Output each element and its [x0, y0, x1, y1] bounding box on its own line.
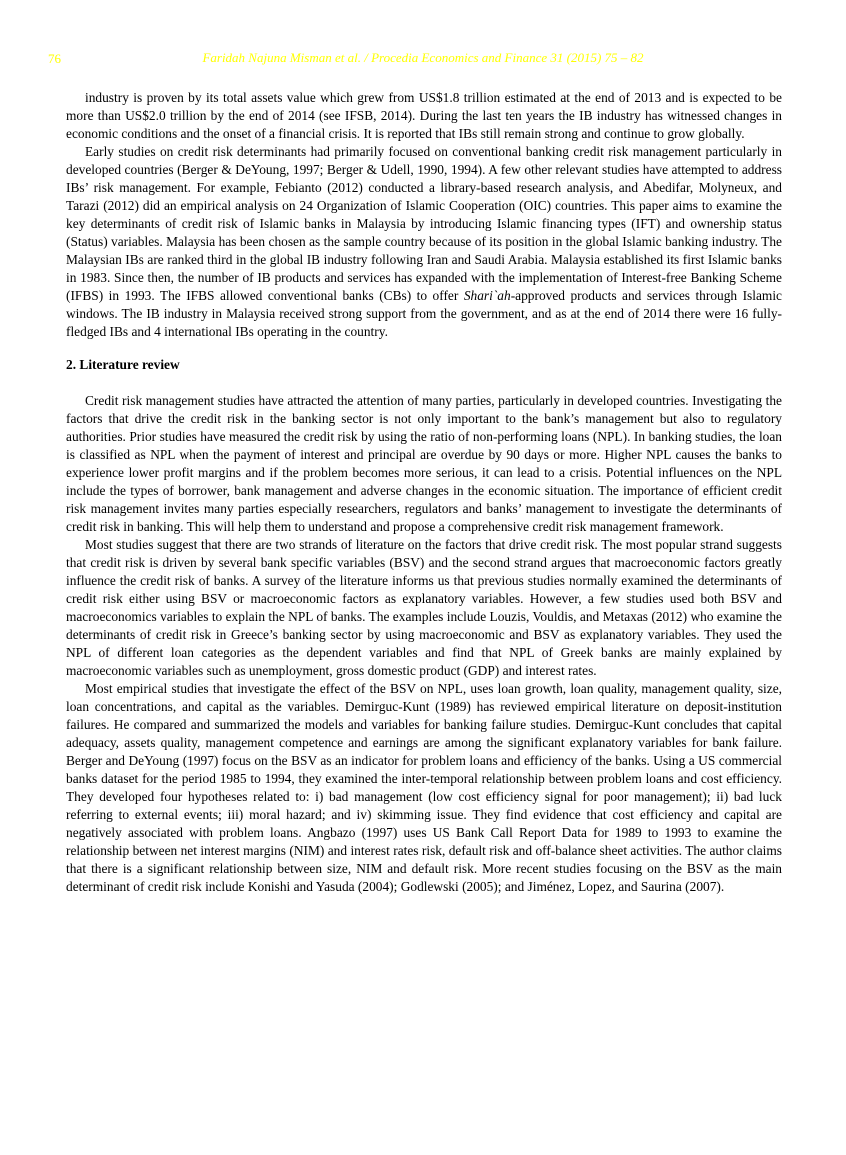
text-run: Most studies suggest that there are two strands of literature on the factors that drive credit risk. The most popular strand suggests that credit risk is driven by several bank specific variables (BSV) and the second strand argues that macroeconomic factors greatly influence the credit risk of banks. A survey of the literature informs us that previous studies normally examined the determinants of credit risk either using BSV or macroeconomic factors as explanatory variables. However, a few studies used both BSV and macroeconomics variables to explain the NPL of banks. The examples include Louzis, Vouldis, and Metaxas (2012) who examine the determinants of credit risk in Greece’s banking sector by using macroeconomic and BSV as explanatory variables. They used the NPL of different loan categories as the dependent variables and find that NPL of Greek banks are mainly explained by macroeconomic variables such as unemployment, gross domestic product (GDP) and interest rates.	[66, 537, 782, 678]
paragraph	[66, 89, 782, 143]
article-body	[66, 89, 782, 896]
text-run: Credit risk management studies have attracted the attention of many parties, particularly in developed countries. Investigating the factors that drive the credit risk in the banking sector is not only important to the bank’s management but also to regulatory authorities. Prior studies have measured the credit risk by using the ratio of non-performing loans (NPL). In banking studies, the loan is classified as NPL when the payment of interest and principal are overdue by 90 days or more. Higher NPL causes the banks to experience lower profit margins and if the problem becomes more serious, it can lead to a crisis. Potential influences on the NPL include the types of borrower, bank management and adverse changes in the economic situation. The importance of efficient credit risk management invites many parties especially researchers, regulators and banks’ management to investigate the determinants of credit risk in banking. This will help them to understand and propose a comprehensive credit risk management framework.	[66, 393, 782, 534]
text-run: -approved products and services through Islamic windows. The IB industry in Malaysia received strong support from the government, and as at the end of 2014 there were 16 fully-fledged IBs and 4 international IBs operating in the country.	[66, 288, 782, 339]
text-run: Most empirical studies that investigate the effect of the BSV on NPL, uses loan growth, loan quality, management quality, size, loan concentrations, and capital as the variables. Demirguc-Kunt (1989) has reviewed empirical literature on deposit-institution failures. He compared and summarized the models and variables for banking failure studies. Demirguc-Kunt concludes that capital adequacy, assets quality, management competence and earnings are among the significant explanatory variables for bank failure. Berger and DeYoung (1997) focus on the BSV as an indicator for problem loans and efficiency of the banks. Using a US commercial banks dataset for the period 1985 to 1994, they examined the inter-temporal relationship between problem loans and cost efficiency. They developed four hypotheses related to: i) bad management (low cost efficiency signal for poor management); ii) bad luck referring to external events; iii) moral hazard; and iv) skimming issue. They find evidence that cost efficiency and capital are negatively associated with problem loans. Angbazo (1997) uses US Bank Call Report Data for 1989 to 1993 to examine the relationship between net interest margins (NIM) and interest rates risk, default risk and off-balance sheet activities. The author claims that there is a significant relationship between size, NIM and default risk. More recent studies focusing on the BSV as the main determinant of credit risk include Konishi and Yasuda (2004); Godlewski (2005); and Jiménez, Lopez, and Saurina (2007).	[66, 681, 782, 894]
section-paragraphs	[66, 392, 782, 896]
section-heading: 2. Literature review	[66, 357, 180, 372]
paragraph	[66, 143, 782, 341]
intro-paragraphs	[66, 89, 782, 341]
italic-text-run: Shari`ah	[463, 288, 511, 303]
paragraph	[66, 392, 782, 536]
paragraph	[66, 536, 782, 680]
text-run: industry is proven by its total assets value which grew from US$1.8 trillion estimated at the end of 2013 and is expected to be more than US$2.0 trillion by the end of 2014 (see IFSB, 2014). During the last ten years the IB industry has witnessed changes in economic conditions and the onset of a financial crisis. It is reported that IBs still remain strong and continue to grow globally.	[66, 90, 782, 141]
page-header	[0, 50, 846, 68]
page-number: 76	[48, 51, 61, 66]
text-run: Early studies on credit risk determinants had primarily focused on conventional banking credit risk management particularly in developed countries (Berger & DeYoung, 1997; Berger & Udell, 1990, 1994). A few other relevant studies have attempted to address IBs’ risk management. For example, Febianto (2012) conducted a library-based research analysis, and Abedifar, Molyneux, and Tarazi (2012) did an empirical analysis on 24 Organization of Islamic Cooperation (OIC) countries. This paper aims to examine the key determinants of credit risk of Islamic banks in Malaysia by introducing Islamic financing types (IFT) and ownership status (Status) variables. Malaysia has been chosen as the sample country because of its position in the global Islamic banking industry. The Malaysian IBs are ranked third in the global IB industry following Iran and Saudi Arabia. Malaysia established its first Islamic banks in 1983. Since then, the number of IB products and services has expanded with the implementation of Interest-free Banking Scheme (IFBS) in 1993. The IFBS allowed conventional banks (CBs) to offer	[66, 144, 782, 303]
paragraph	[66, 680, 782, 896]
running-head: Faridah Najuna Misman et al. / Procedia Economics and Finance 31 (2015) 75 – 82	[202, 50, 644, 65]
